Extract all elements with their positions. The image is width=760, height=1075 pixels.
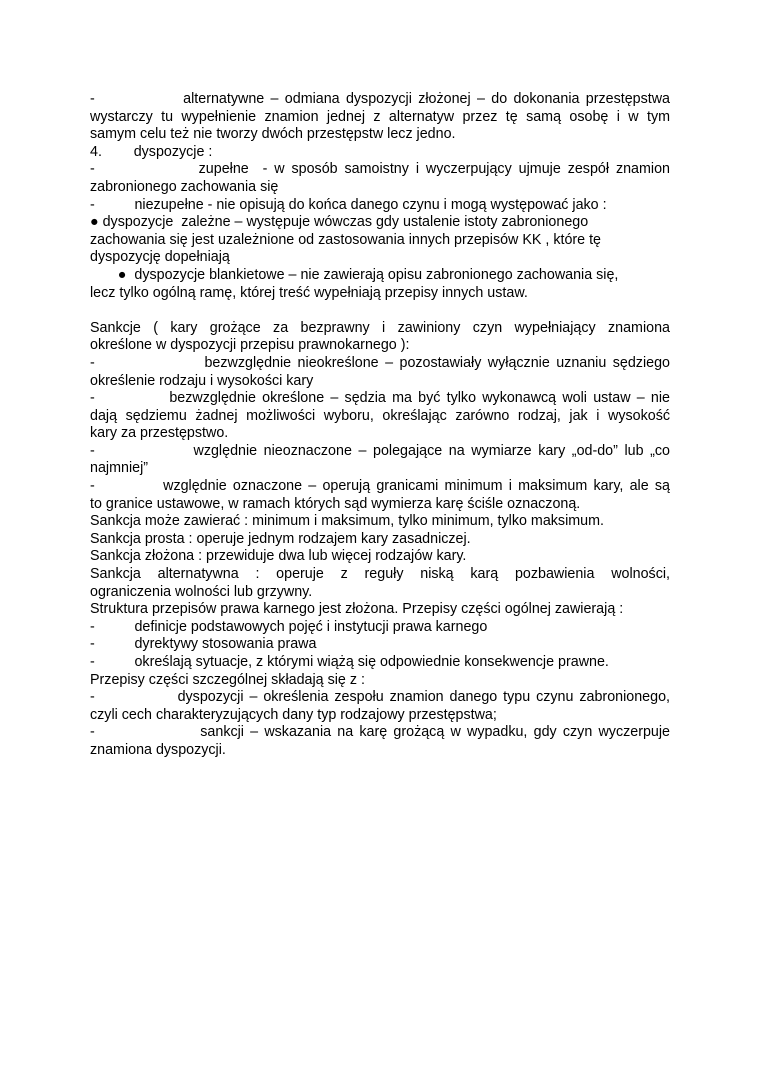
text-line: znamiona dyspozycji.	[90, 741, 226, 758]
text-line: wystarczy tu wypełnienie znamion jednej z alternatyw przez tę samą osobę i w tym	[90, 108, 670, 125]
text-line: - definicje podstawowych pojęć i instytucji prawa karnego	[90, 618, 488, 635]
blank-line	[90, 302, 670, 320]
text-line: czyli cech charakteryzujących dany typ rodzajowy przestępstwa;	[90, 706, 497, 723]
text-line: Sankcja złożona : przewiduje dwa lub więcej rodzajów kary.	[90, 548, 467, 565]
text-line: Sankcja może zawierać : minimum i maksimum, tylko minimum, tylko maksimum.	[90, 513, 604, 530]
text-line: - bezwzględnie określone – sędzia ma być tylko wykonawcą woli ustaw – nie	[90, 390, 670, 407]
text-line: dyspozycję dopełniają	[90, 249, 230, 266]
text-line: ● dyspozycje zależne – występuje wówczas gdy ustalenie istoty zabronionego	[90, 214, 589, 231]
text-line: Sankcja alternatywna : operuje z reguły niską karą pozbawienia wolności,	[90, 566, 670, 583]
text-line: - zupełne - w sposób samoistny i wyczerpujący ujmuje zespół znamion	[90, 161, 670, 178]
text-line: - bezwzględnie nieokreślone – pozostawiały wyłącznie uznaniu sędziego	[90, 354, 670, 371]
text-line: ● dyspozycje blankietowe – nie zawierają opisu zabronionego zachowania się,	[90, 266, 619, 283]
text-line: - określają sytuacje, z którymi wiążą się odpowiednie konsekwencje prawne.	[90, 654, 609, 670]
text-line: kary za przestępstwo.	[90, 425, 229, 442]
text-line: - sankcji – wskazania na karę grożącą w wypadku, gdy czyn wyczerpuje	[90, 724, 670, 741]
text-line: określenie rodzaju i wysokości kary	[90, 372, 314, 389]
text-line: - względnie oznaczone – operują granicami minimum i maksimum kary, ale są	[90, 478, 670, 495]
text-line: zachowania się jest uzależnione od zastosowania innych przepisów KK , które tę	[90, 231, 602, 248]
text-line: zabronionego zachowania się	[90, 178, 279, 195]
document-page	[90, 91, 670, 760]
text-line: najmniej”	[90, 460, 149, 477]
text-line: - dyspozycji – określenia zespołu znamion danego typu czynu zabronionego,	[90, 689, 670, 706]
text-line: ograniczenia wolności lub grzywny.	[90, 583, 313, 600]
text-line: - alternatywne – odmiana dyspozycji złożonej – do dokonania przestępstwa	[90, 91, 670, 107]
text-line: - niezupełne - nie opisują do końca danego czynu i mogą występować jako :	[90, 196, 607, 213]
text-line: 4. dyspozycje :	[90, 143, 213, 160]
text-line: lecz tylko ogólną ramę, której treść wypełniają przepisy innych ustaw.	[90, 284, 528, 301]
text-line: - dyrektywy stosowania prawa	[90, 636, 317, 653]
text-line: to granice ustawowe, w ramach których sąd wymierza karę ściśle oznaczoną.	[90, 495, 581, 512]
text-line: dają sędziemu żadnej możliwości wyboru, określając zarówno rodzaj, jak i wysokość	[90, 407, 670, 424]
text-line: - względnie nieoznaczone – polegające na wymiarze kary „od-do” lub „co	[90, 442, 670, 459]
text-line: Sankcja prosta : operuje jednym rodzajem kary zasadniczej.	[90, 530, 471, 547]
text-line: samym celu też nie tworzy dwóch przestępstw lecz jedno.	[90, 126, 456, 143]
text-line: Sankcje ( kary grożące za bezprawny i zawiniony czyn wypełniający znamiona	[90, 319, 670, 336]
text-line: Struktura przepisów prawa karnego jest złożona. Przepisy części ogólnej zawierają :	[90, 601, 624, 618]
text-line: określone w dyspozycji przepisu prawnokarnego ):	[90, 337, 410, 354]
text-line: Przepisy części szczególnej składają się z :	[90, 671, 365, 688]
